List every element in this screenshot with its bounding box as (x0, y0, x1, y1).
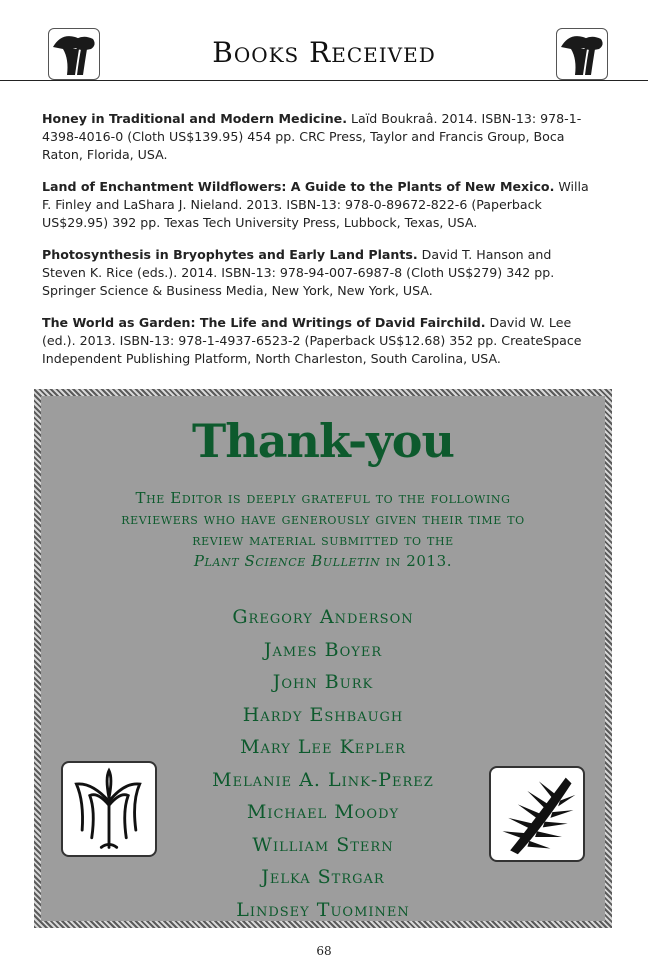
books-list (42, 110, 594, 382)
reviewer-name: Michael Moody (246, 801, 400, 823)
reviewer-name: Mary Lee Kepler (240, 736, 406, 758)
reviewer-name: Melanie A. Link-Perez (212, 768, 434, 791)
book-title: Land of Enchantment Wildflowers: A Guide to the Plants of New Mexico. (42, 179, 555, 194)
mushroom-logo-icon (48, 28, 100, 80)
book-details: David W. Lee (ed.). 2013. ISBN-13: 978-1-4937-6523-2 (Paperback US$12.68) 352 pp. CreateSpace Independent Publishing Platform, North Charleston, South Carolina, USA. (42, 315, 582, 366)
message-line: review material submitted to the (192, 531, 454, 549)
message-line: The Editor is deeply grateful to the following (135, 489, 511, 507)
reviewer-name: John Burk (272, 671, 374, 693)
message-line (51, 551, 595, 572)
fern-illustration-icon (489, 766, 585, 862)
book-title: Photosynthesis in Bryophytes and Early Land Plants. (42, 247, 418, 262)
book-entry (42, 246, 594, 300)
mushroom-logo-icon (556, 28, 608, 80)
thank-you-heading: Thank-you (192, 414, 454, 468)
message-line: reviewers who have generously given their time to (121, 510, 525, 528)
plant-illustration-icon (61, 761, 157, 857)
reviewer-name: Lindsey Tuominen (236, 898, 410, 921)
book-entry (42, 314, 594, 368)
book-details: Willa F. Finley and LaShara J. Nieland. 2013. ISBN-13: 978-0-89672-822-6 (Paperback US$29.95) 392 pp. Texas Tech University Press, Lubbock, Texas, USA. (42, 179, 589, 230)
book-details: David T. Hanson and Steven K. Rice (eds.). 2014. ISBN-13: 978-94-007-6987-8 (Cloth US$279) 342 pp. Springer Science & Business Media, New York, New York, USA. (42, 247, 555, 298)
page-header (0, 0, 648, 82)
message-line-end: in 2013. (380, 552, 453, 570)
book-details: Laïd Boukraâ. 2014. ISBN-13: 978-1-4398-4016-0 (Cloth US$139.95) 454 pp. CRC Press, Taylor and Francis Group, Boca Raton, Florida, USA. (42, 111, 582, 162)
journal-title: Plant Science Bulletin (193, 552, 381, 570)
reviewer-name: Gregory Anderson (232, 606, 414, 628)
thank-you-panel (34, 389, 612, 928)
reviewer-name: William Stern (252, 833, 394, 856)
thank-you-message (51, 488, 595, 572)
header-divider (0, 80, 648, 81)
reviewer-name: Hardy Eshbaugh (242, 703, 404, 726)
book-entry (42, 110, 594, 164)
reviewer-list (161, 601, 485, 926)
book-entry (42, 178, 594, 232)
book-title: The World as Garden: The Life and Writings of David Fairchild. (42, 315, 486, 330)
reviewer-name: James Boyer (263, 638, 383, 661)
book-title: Honey in Traditional and Modern Medicine. (42, 111, 348, 126)
reviewer-name: Jelka Strgar (261, 866, 385, 888)
page-number: 68 (316, 944, 332, 958)
section-title: Books Received (212, 36, 436, 69)
